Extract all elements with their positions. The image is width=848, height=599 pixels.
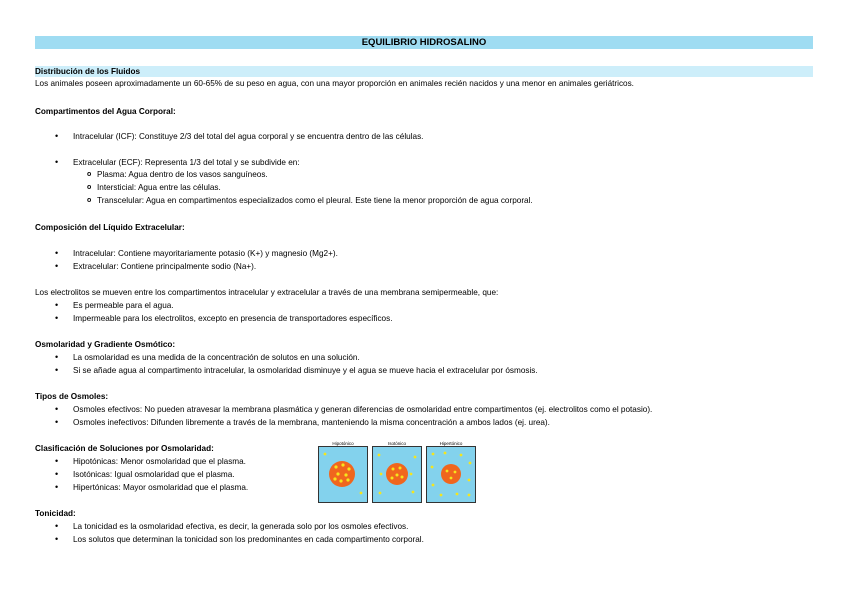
bullet-tonicidad-1: • La tonicidad es la osmolaridad efectiva, es decir, la generada solo por los osmoles efectivos. (73, 521, 408, 532)
bullet-osmolaridad-1: • La osmolaridad es una medida de la concentración de solutos en una solución. (73, 352, 360, 363)
cell-icon (441, 464, 461, 484)
bullet-osmoles-2: • Osmoles inefectivos: Difunden libremente a través de la membrana, manteniendo la misma concentración a ambos lados (ej. urea). (73, 417, 550, 428)
isotonic-cell-diagram (373, 447, 421, 502)
bullet-isotonicas: • Isotónicas: Igual osmolaridad que el plasma. (73, 469, 235, 480)
figure-label: Hipotónico (332, 441, 354, 446)
bullet-membrana-2: • Impermeable para los electrolitos, excepto en presencia de transportadores específicos. (73, 313, 393, 324)
heading-composicion: Composición del Líquido Extracelular: (35, 223, 185, 232)
heading-tonicidad: Tonicidad: (35, 509, 76, 518)
paragraph-distribucion: Los animales poseen aproximadamente un 60-65% de su peso en agua, con una mayor proporción en animales recién nacidos y una menor en animales geriátricos. (35, 79, 634, 88)
heading-osmoles: Tipos de Osmoles: (35, 392, 109, 401)
bullet-intracelular: • Intracelular (ICF): Constituye 2/3 del total del agua corporal y se encuentra dentro de las células. (73, 131, 423, 142)
paragraph-electrolitos: Los electrolitos se mueven entre los compartimentos intracelular y extracelular a través de una membrana semipermeable, que: (35, 288, 499, 297)
subbullet-plasma: o Plasma: Agua dentro de los vasos sanguíneos. (97, 169, 268, 180)
figure-label: Isotónico (387, 441, 406, 446)
fluid-box (426, 446, 476, 503)
bullet-osmolaridad-2: • Si se añade agua al compartimento intracelular, la osmolaridad disminuye y el agua se mueve hacia el extracelular por ósmosis. (73, 365, 538, 376)
subbullet-intersticial: o Intersticial: Agua entre las células. (97, 182, 221, 193)
heading-compartimentos: Compartimentos del Agua Corporal: (35, 107, 176, 116)
bullet-composicion-2: • Extracelular: Contiene principalmente sodio (Na+). (73, 261, 256, 272)
bullet-osmoles-1: • Osmoles efectivos: No pueden atravesar la membrana plasmática y generan diferencias de osmolaridad entre compartimentos (ej. electrolitos como el potasio). (73, 404, 652, 415)
hypertonic-cell-diagram (427, 447, 475, 502)
heading-distribucion: Distribución de los Fluidos (35, 67, 141, 76)
bullet-membrana-1: • Es permeable para el agua. (73, 300, 174, 311)
bullet-tonicidad-2: • Los solutos que determinan la tonicidad son los predominantes en cada compartimento corporal. (73, 534, 424, 545)
hypotonic-cell-diagram (319, 447, 367, 502)
fluid-box (372, 446, 422, 503)
solute-dots (378, 454, 417, 495)
page-title: EQUILIBRIO HIDROSALINO (35, 36, 813, 49)
fluid-box (318, 446, 368, 503)
bullet-composicion-1: • Intracelular: Contiene mayoritariamente potasio (K+) y magnesio (Mg2+). (73, 248, 338, 259)
bullet-hipertonicas: • Hipertónicas: Mayor osmolaridad que el plasma. (73, 482, 248, 493)
bullet-hipotonicas: • Hipotónicas: Menor osmolaridad que el plasma. (73, 456, 246, 467)
heading-clasificacion: Clasificación de Soluciones por Osmolaridad: (35, 444, 214, 453)
heading-osmolaridad: Osmolaridad y Gradiente Osmótico: (35, 340, 176, 349)
section-bar (35, 66, 813, 77)
figure-label: Hipertónico (439, 441, 463, 446)
bullet-extracelular: • Extracelular (ECF): Representa 1/3 del total y se subdivide en: (73, 157, 300, 168)
subbullet-transcelular: o Transcelular: Agua en compartimentos especializados como el pleural. Este tiene la menor proporción de agua corporal. (97, 195, 533, 206)
